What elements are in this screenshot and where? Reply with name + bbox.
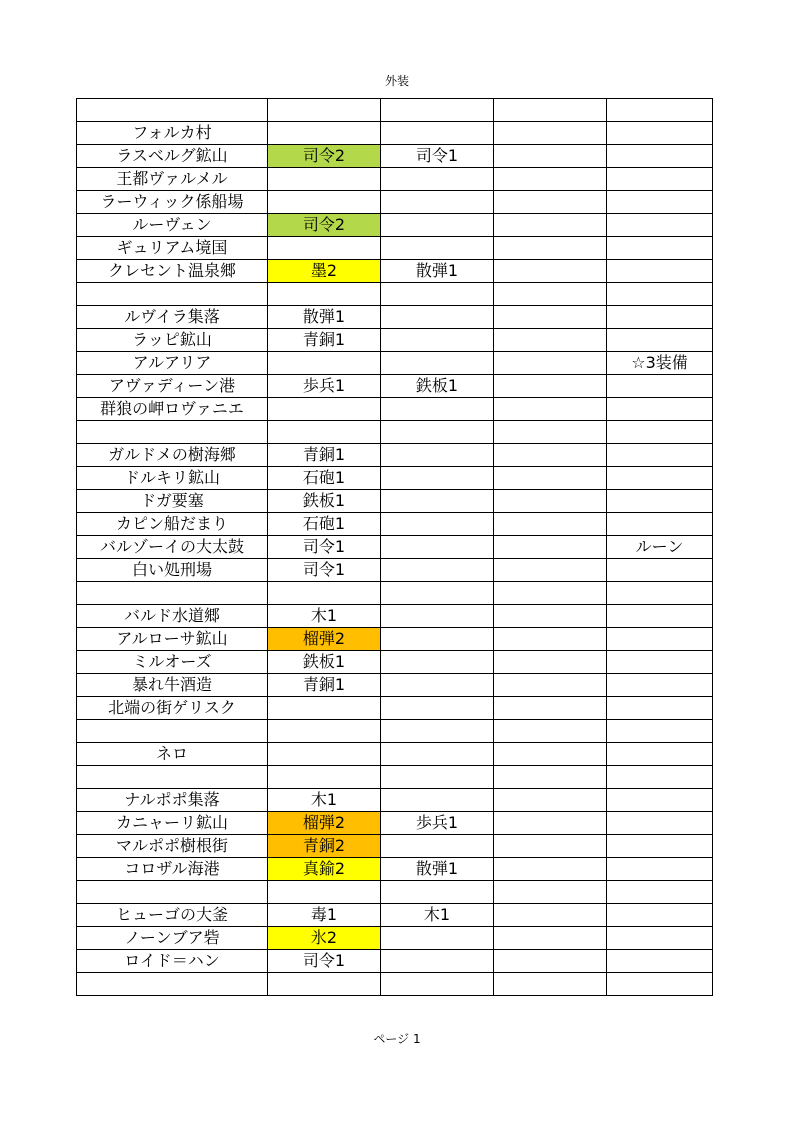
cell-item-2 xyxy=(381,421,494,444)
cell-location: ナルポポ集落 xyxy=(77,789,268,812)
cell-location xyxy=(77,766,268,789)
cell-note xyxy=(607,881,713,904)
cell-item-2 xyxy=(381,352,494,375)
cell-location xyxy=(77,582,268,605)
table-row xyxy=(77,352,713,375)
cell-location: フォルカ村 xyxy=(77,122,268,145)
cell-item-1: 木1 xyxy=(268,789,381,812)
cell-item-2 xyxy=(381,950,494,973)
cell-location: ガルドメの樹海郷 xyxy=(77,444,268,467)
cell-item-3 xyxy=(494,214,607,237)
cell-note xyxy=(607,237,713,260)
cell-item-3 xyxy=(494,927,607,950)
cell-item-1: 木1 xyxy=(268,605,381,628)
table-row xyxy=(77,697,713,720)
cell-note xyxy=(607,260,713,283)
cell-note xyxy=(607,99,713,122)
table-row xyxy=(77,398,713,421)
table-row xyxy=(77,950,713,973)
cell-item-1: 散弾1 xyxy=(268,306,381,329)
cell-item-1 xyxy=(268,881,381,904)
cell-location: マルポポ樹根街 xyxy=(77,835,268,858)
cell-note xyxy=(607,444,713,467)
cell-item-1: 鉄板1 xyxy=(268,651,381,674)
cell-item-1: 石砲1 xyxy=(268,513,381,536)
cell-location xyxy=(77,421,268,444)
table-row xyxy=(77,720,713,743)
cell-item-3 xyxy=(494,490,607,513)
cell-item-2 xyxy=(381,306,494,329)
table-row xyxy=(77,789,713,812)
cell-item-3 xyxy=(494,513,607,536)
table-row xyxy=(77,306,713,329)
cell-item-3 xyxy=(494,260,607,283)
cell-note: ☆3装備 xyxy=(607,352,713,375)
cell-item-1: 司令1 xyxy=(268,536,381,559)
cell-location: 群狼の岬ロヴァニエ xyxy=(77,398,268,421)
cell-item-3 xyxy=(494,858,607,881)
cell-note xyxy=(607,812,713,835)
cell-item-1 xyxy=(268,973,381,996)
table-row xyxy=(77,674,713,697)
cell-item-2 xyxy=(381,766,494,789)
cell-item-3 xyxy=(494,789,607,812)
cell-item-3 xyxy=(494,628,607,651)
cell-item-2 xyxy=(381,651,494,674)
cell-item-2: 木1 xyxy=(381,904,494,927)
cell-note xyxy=(607,651,713,674)
cell-item-1 xyxy=(268,582,381,605)
table-row xyxy=(77,329,713,352)
cell-note xyxy=(607,559,713,582)
cell-item-2: 歩兵1 xyxy=(381,812,494,835)
cell-item-2 xyxy=(381,674,494,697)
cell-location: ネロ xyxy=(77,743,268,766)
cell-location: クレセント温泉郷 xyxy=(77,260,268,283)
cell-item-3 xyxy=(494,306,607,329)
cell-location: ドガ要塞 xyxy=(77,490,268,513)
cell-note xyxy=(607,375,713,398)
cell-item-1: 鉄板1 xyxy=(268,490,381,513)
cell-note xyxy=(607,927,713,950)
cell-item-2 xyxy=(381,99,494,122)
cell-item-2: 鉄板1 xyxy=(381,375,494,398)
cell-location: ヒューゴの大釜 xyxy=(77,904,268,927)
cell-item-2 xyxy=(381,973,494,996)
cell-item-3 xyxy=(494,467,607,490)
cell-location: カニャーリ鉱山 xyxy=(77,812,268,835)
cell-item-2 xyxy=(381,191,494,214)
cell-item-2: 司令1 xyxy=(381,145,494,168)
cell-location xyxy=(77,973,268,996)
cell-location xyxy=(77,283,268,306)
cell-item-2 xyxy=(381,490,494,513)
cell-item-2 xyxy=(381,467,494,490)
cell-item-3 xyxy=(494,950,607,973)
cell-item-2 xyxy=(381,881,494,904)
cell-note xyxy=(607,467,713,490)
cell-item-3 xyxy=(494,329,607,352)
table-row xyxy=(77,283,713,306)
table-row xyxy=(77,237,713,260)
cell-item-1 xyxy=(268,283,381,306)
cell-item-3 xyxy=(494,237,607,260)
cell-item-2 xyxy=(381,743,494,766)
cell-item-1 xyxy=(268,697,381,720)
cell-location: アヴァディーン港 xyxy=(77,375,268,398)
cell-note xyxy=(607,628,713,651)
cell-item-3 xyxy=(494,674,607,697)
table-row xyxy=(77,145,713,168)
cell-item-1 xyxy=(268,122,381,145)
cell-location: アルアリア xyxy=(77,352,268,375)
cell-location: カピン船だまり xyxy=(77,513,268,536)
table-row xyxy=(77,260,713,283)
table-row xyxy=(77,513,713,536)
cell-item-1: 墨2 xyxy=(268,260,381,283)
table-row xyxy=(77,651,713,674)
cell-note xyxy=(607,398,713,421)
table-row xyxy=(77,375,713,398)
cell-item-1: 司令1 xyxy=(268,950,381,973)
cell-item-1: 真鍮2 xyxy=(268,858,381,881)
table-row xyxy=(77,191,713,214)
cell-item-3 xyxy=(494,582,607,605)
cell-note xyxy=(607,973,713,996)
cell-location: ロイド＝ハン xyxy=(77,950,268,973)
cell-item-1: 司令1 xyxy=(268,559,381,582)
cell-item-3 xyxy=(494,421,607,444)
cell-location: バルゾーイの大太鼓 xyxy=(77,536,268,559)
cell-note xyxy=(607,858,713,881)
cell-item-3 xyxy=(494,99,607,122)
table-row xyxy=(77,766,713,789)
cell-location: ノーンブア砦 xyxy=(77,927,268,950)
table-row xyxy=(77,858,713,881)
cell-note xyxy=(607,214,713,237)
cell-location: ドルキリ鉱山 xyxy=(77,467,268,490)
cell-item-3 xyxy=(494,720,607,743)
cell-item-3 xyxy=(494,559,607,582)
cell-note xyxy=(607,605,713,628)
table-row xyxy=(77,605,713,628)
cell-note xyxy=(607,329,713,352)
table-row xyxy=(77,973,713,996)
table-row xyxy=(77,122,713,145)
cell-item-1 xyxy=(268,237,381,260)
cell-note xyxy=(607,283,713,306)
cell-item-1: 青銅2 xyxy=(268,835,381,858)
page-footer: ページ 1 xyxy=(373,1032,421,1046)
cell-item-1: 青銅1 xyxy=(268,674,381,697)
table-row xyxy=(77,743,713,766)
cell-note xyxy=(607,122,713,145)
cell-item-2 xyxy=(381,513,494,536)
cell-item-1 xyxy=(268,99,381,122)
cell-item-2 xyxy=(381,283,494,306)
cell-item-1: 青銅1 xyxy=(268,329,381,352)
cell-location xyxy=(77,720,268,743)
cell-note xyxy=(607,421,713,444)
cell-item-1 xyxy=(268,398,381,421)
cell-location: ラーウィック係船場 xyxy=(77,191,268,214)
cell-item-3 xyxy=(494,651,607,674)
cell-note xyxy=(607,306,713,329)
page-header: 外装 xyxy=(384,74,409,88)
cell-item-3 xyxy=(494,444,607,467)
cell-location: 白い処刑場 xyxy=(77,559,268,582)
cell-item-3 xyxy=(494,743,607,766)
table-row xyxy=(77,881,713,904)
table-row xyxy=(77,904,713,927)
cell-item-1 xyxy=(268,720,381,743)
table-row xyxy=(77,214,713,237)
cell-item-2 xyxy=(381,605,494,628)
table-body xyxy=(77,99,713,996)
cell-item-1: 毒1 xyxy=(268,904,381,927)
cell-location xyxy=(77,881,268,904)
cell-location: ラッピ鉱山 xyxy=(77,329,268,352)
cell-item-3 xyxy=(494,168,607,191)
table-row xyxy=(77,536,713,559)
cell-item-2: 散弾1 xyxy=(381,260,494,283)
cell-note xyxy=(607,697,713,720)
cell-note xyxy=(607,766,713,789)
table-row xyxy=(77,467,713,490)
cell-note xyxy=(607,950,713,973)
cell-item-3 xyxy=(494,536,607,559)
cell-item-2 xyxy=(381,444,494,467)
table-row xyxy=(77,559,713,582)
table-row xyxy=(77,168,713,191)
cell-item-1: 歩兵1 xyxy=(268,375,381,398)
cell-note xyxy=(607,835,713,858)
table-row xyxy=(77,444,713,467)
cell-item-2: 散弾1 xyxy=(381,858,494,881)
cell-location xyxy=(77,99,268,122)
cell-item-3 xyxy=(494,835,607,858)
cell-item-3 xyxy=(494,697,607,720)
cell-item-2 xyxy=(381,697,494,720)
cell-note xyxy=(607,145,713,168)
table-row xyxy=(77,812,713,835)
cell-item-3 xyxy=(494,605,607,628)
cell-note xyxy=(607,191,713,214)
cell-item-3 xyxy=(494,283,607,306)
table-row xyxy=(77,628,713,651)
cell-item-2 xyxy=(381,536,494,559)
cell-item-1 xyxy=(268,352,381,375)
table-row xyxy=(77,835,713,858)
cell-note xyxy=(607,490,713,513)
cell-location: ルーヴェン xyxy=(77,214,268,237)
cell-location: アルローサ鉱山 xyxy=(77,628,268,651)
cell-location: ルヴイラ集落 xyxy=(77,306,268,329)
cell-location: 北端の街ゲリスク xyxy=(77,697,268,720)
cell-item-2 xyxy=(381,237,494,260)
cell-location: バルド水道郷 xyxy=(77,605,268,628)
cell-location: 暴れ牛酒造 xyxy=(77,674,268,697)
cell-note xyxy=(607,674,713,697)
cell-note xyxy=(607,789,713,812)
cell-location: ミルオーズ xyxy=(77,651,268,674)
cell-note xyxy=(607,904,713,927)
cell-item-2 xyxy=(381,927,494,950)
cell-item-3 xyxy=(494,398,607,421)
cell-item-2 xyxy=(381,835,494,858)
table-row xyxy=(77,490,713,513)
cell-item-1 xyxy=(268,168,381,191)
cell-item-3 xyxy=(494,352,607,375)
cell-item-2 xyxy=(381,720,494,743)
cell-note xyxy=(607,168,713,191)
cell-item-2 xyxy=(381,214,494,237)
table-row xyxy=(77,99,713,122)
cell-item-1 xyxy=(268,421,381,444)
cell-item-1: 青銅1 xyxy=(268,444,381,467)
cell-item-1 xyxy=(268,743,381,766)
cell-note xyxy=(607,720,713,743)
cell-note xyxy=(607,743,713,766)
cell-item-1: 榴弾2 xyxy=(268,812,381,835)
cell-note xyxy=(607,513,713,536)
cell-location: コロザル海港 xyxy=(77,858,268,881)
cell-item-3 xyxy=(494,122,607,145)
cell-item-2 xyxy=(381,398,494,421)
cell-item-3 xyxy=(494,191,607,214)
cell-item-3 xyxy=(494,904,607,927)
cell-item-2 xyxy=(381,168,494,191)
cell-item-3 xyxy=(494,145,607,168)
cell-item-3 xyxy=(494,766,607,789)
cell-item-1: 司令2 xyxy=(268,214,381,237)
cell-item-1 xyxy=(268,191,381,214)
cell-item-1: 榴弾2 xyxy=(268,628,381,651)
table-row xyxy=(77,927,713,950)
cell-item-1 xyxy=(268,766,381,789)
cell-item-2 xyxy=(381,628,494,651)
table-row xyxy=(77,582,713,605)
cell-item-2 xyxy=(381,122,494,145)
cell-item-3 xyxy=(494,375,607,398)
cell-item-3 xyxy=(494,973,607,996)
cell-item-2 xyxy=(381,582,494,605)
cell-location: 王都ヴァルメル xyxy=(77,168,268,191)
cell-note: ルーン xyxy=(607,536,713,559)
cell-item-2 xyxy=(381,559,494,582)
cell-item-2 xyxy=(381,789,494,812)
cell-item-1: 氷2 xyxy=(268,927,381,950)
cell-item-1: 司令2 xyxy=(268,145,381,168)
cell-item-2 xyxy=(381,329,494,352)
cell-location: ラスベルグ鉱山 xyxy=(77,145,268,168)
cell-location: ギュリアム境国 xyxy=(77,237,268,260)
table-row xyxy=(77,421,713,444)
cell-item-3 xyxy=(494,881,607,904)
cell-item-1: 石砲1 xyxy=(268,467,381,490)
cell-item-3 xyxy=(494,812,607,835)
cell-note xyxy=(607,582,713,605)
spreadsheet-table xyxy=(76,98,713,996)
